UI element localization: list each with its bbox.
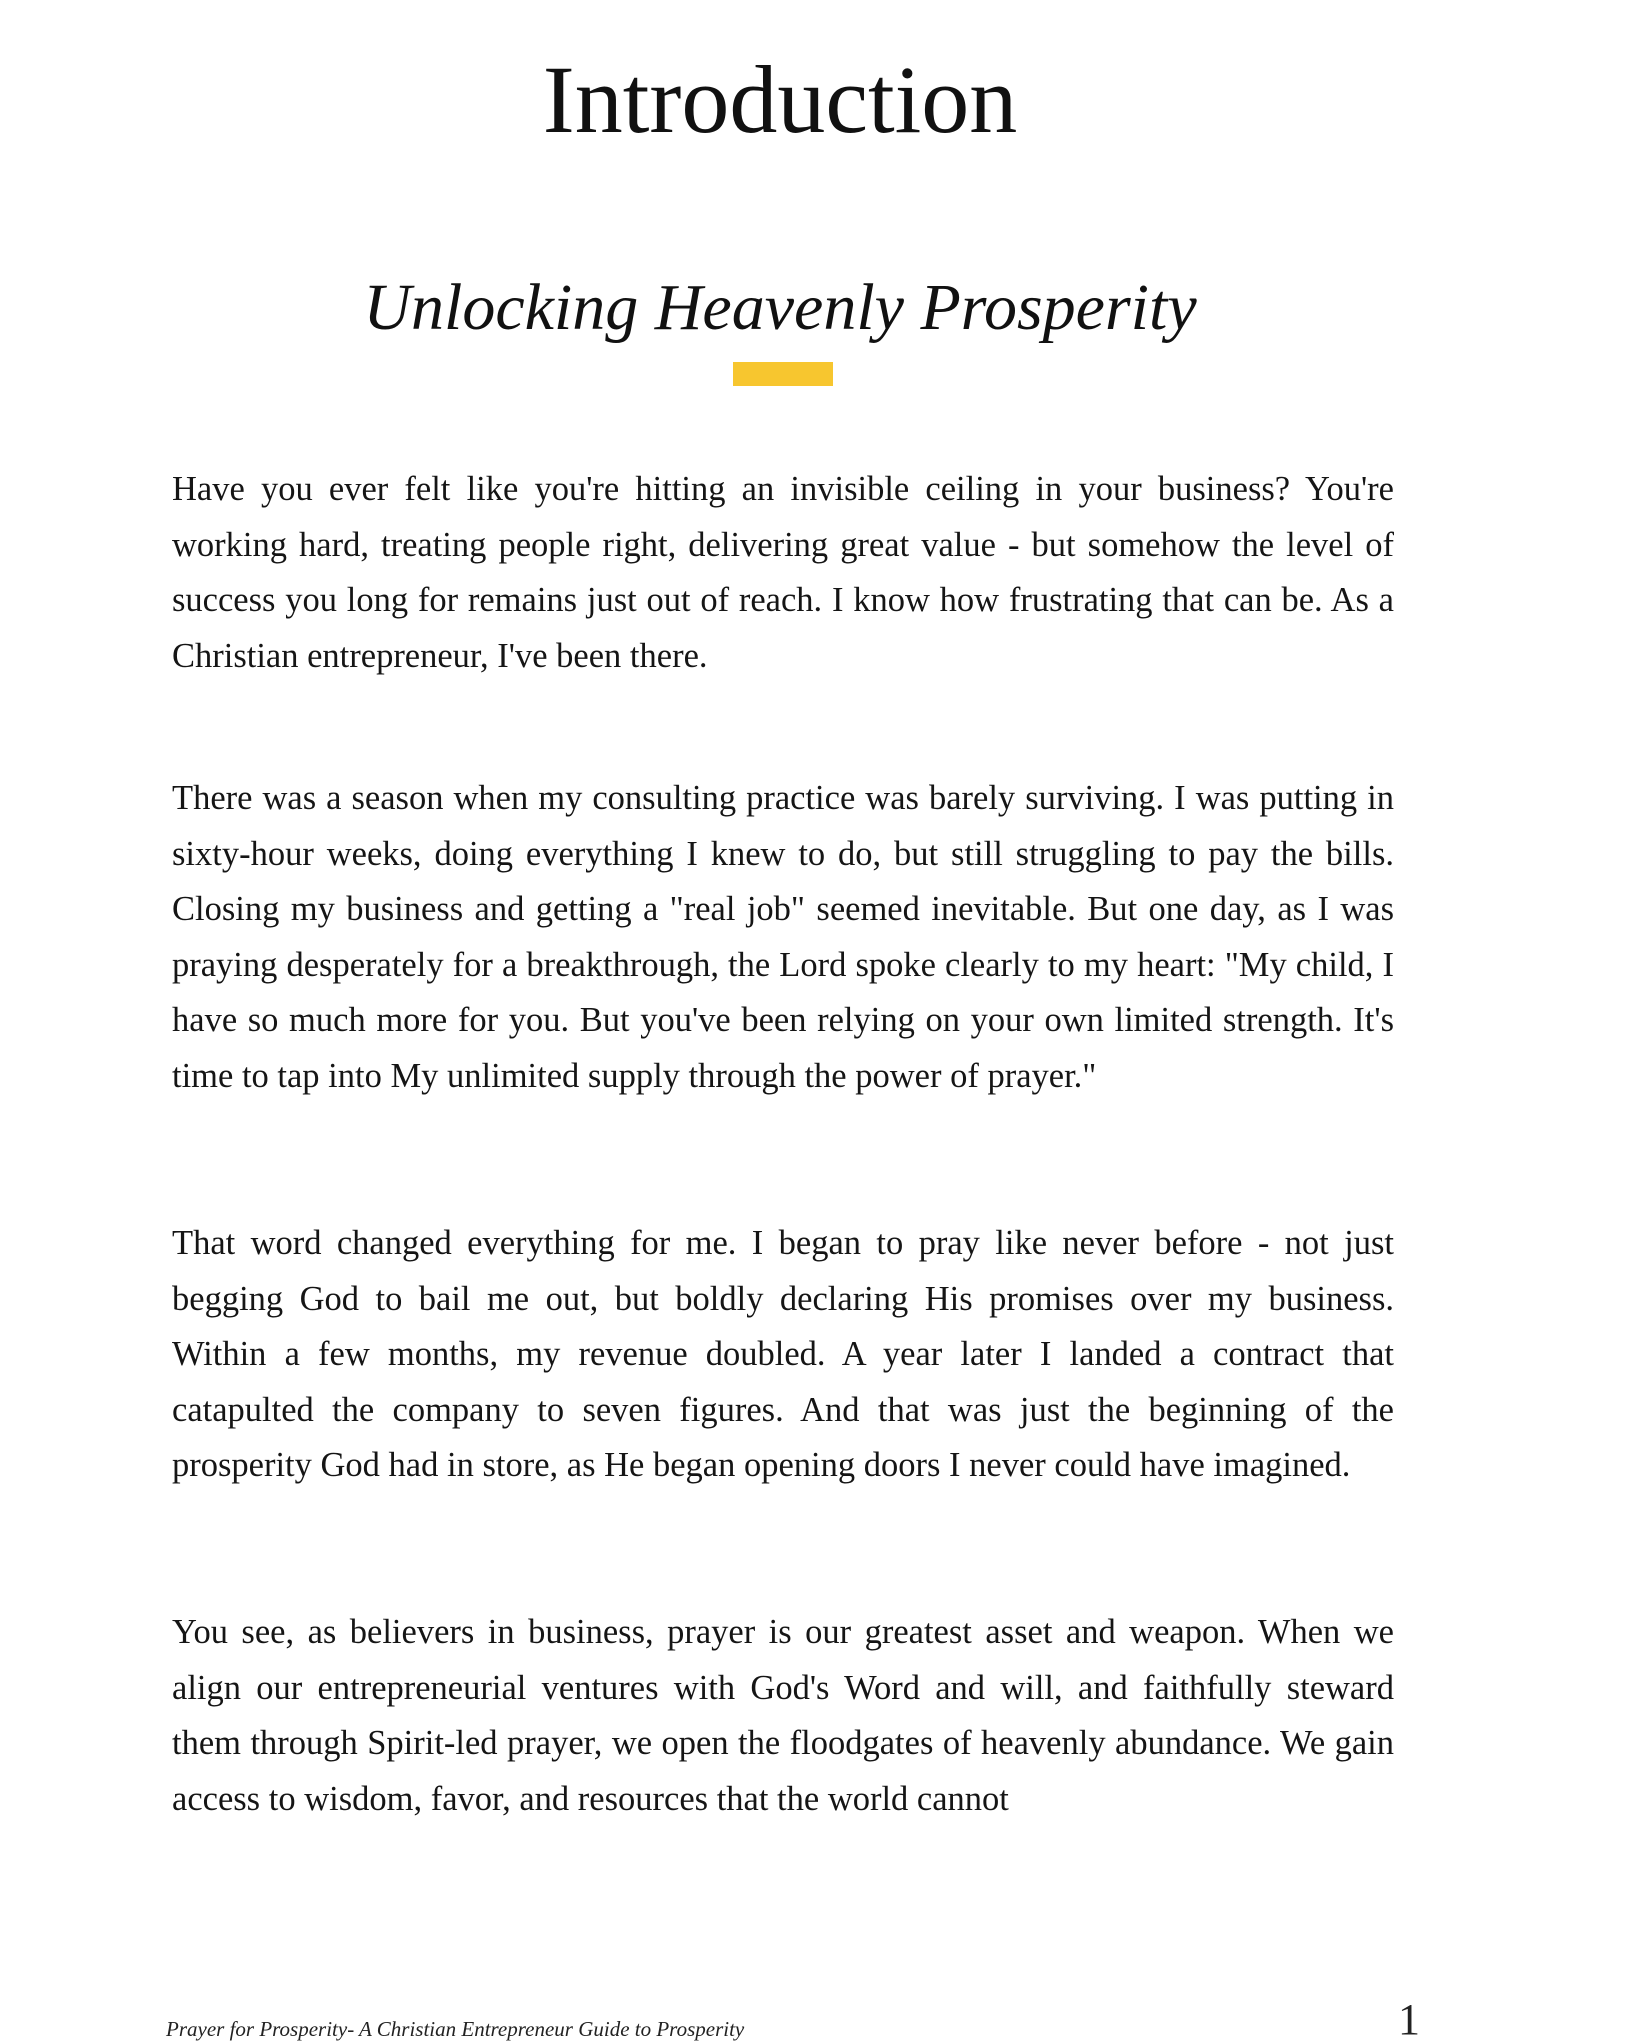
chapter-subtitle: Unlocking Heavenly Prosperity <box>363 271 1197 344</box>
chapter-title: Introduction <box>542 46 1018 153</box>
accent-bar <box>733 362 833 386</box>
footer-book-title: Prayer for Prosperity- A Christian Entrepreneur Guide to Prosperity <box>166 2017 745 2041</box>
paragraph: Have you ever felt like you're hitting an invisible ceiling in your business? You're working hard, treating people right, delivering great value - but somehow the level of success you long for remains just out of reach. I know how frustrating that can be. As a Christian entrepreneur, I've been there. <box>172 470 1394 675</box>
paragraph: There was a season when my consulting practice was barely surviving. I was putting in sixty-hour weeks, doing everything I knew to do, but still struggling to pay the bills. Closing my business and getting a "real job" seemed inevitable. But one day, as I was praying desperately for a breakthrough, the Lord spoke clearly to my heart: "My child, I have so much more for you. But you've been relying on your own limited strength. It's time to tap into My unlimited supply through the power of prayer." <box>172 779 1394 1095</box>
paragraph: You see, as believers in business, prayer is our greatest asset and weapon. When we align our entrepreneurial ventures with God's Word and will, and faithfully steward them through Spirit-led prayer, we open the floodgates of heavenly abundance. We gain access to wisdom, favor, and resources that the world cannot <box>172 1613 1394 1818</box>
page-number: 1 <box>1398 1995 1420 2044</box>
paragraph: That word changed everything for me. I began to pray like never before - not just begging God to bail me out, but boldly declaring His promises over my business. Within a few months, my revenue doubled. A year later I landed a contract that catapulted the company to seven figures. And that was just the beginning of the prosperity God had in store, as He began opening doors I never could have imagined. <box>172 1224 1394 1484</box>
